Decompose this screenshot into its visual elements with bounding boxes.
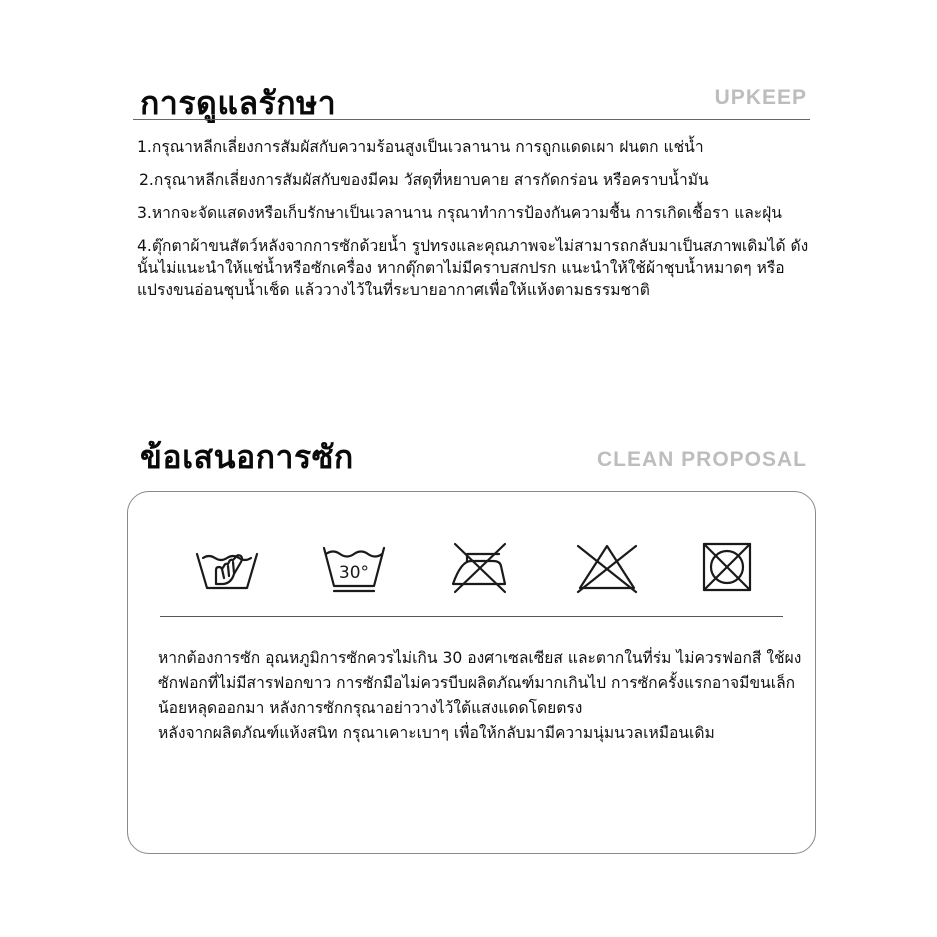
wash-temperature-label: 30° <box>338 563 369 583</box>
care-list <box>137 136 812 312</box>
hand-wash-icon <box>194 540 260 594</box>
do-not-tumble-dry-icon <box>700 540 754 594</box>
care-symbols-row <box>194 538 754 596</box>
do-not-bleach-icon <box>574 540 640 594</box>
washing-instructions <box>158 646 808 746</box>
washing-instruction-line: หากต้องการซัก อุณหภูมิการซักควรไม่เกิน 30 องศาเซลเซียส และตากในที่ร่ม ไม่ควรฟอกสี ใช้ผงซักฟอกที่ไม่มีสารฟอกขาว การซักมือไม่ควรบีบผลิตภัณฑ์มากเกินไป การซักครั้งแรกอาจมีขนเล็กน้อยหลุดออกมา หลังการซักกรุณาอย่าวางไว้ใต้แสงแดดโดยตรง <box>158 649 802 717</box>
washing-instruction-line: หลังจากผลิตภัณฑ์แห้งสนิท กรุณาเคาะเบาๆ เพื่อให้กลับมามีความนุ่มนวลเหมือนเดิม <box>158 724 715 742</box>
clean-proposal-subtitle: CLEAN PROPOSAL <box>596 448 807 471</box>
do-not-iron-icon <box>447 540 513 594</box>
care-item-4: 4.ตุ๊กตาผ้าขนสัตว์หลังจากการซักด้วยน้ำ รูปทรงและคุณภาพจะไม่สามารถกลับมาเป็นสภาพเดิมได้ ดังนั้นไม่แนะนำให้แช่น้ำหรือซักเครื่อง หากตุ๊กตาไม่มีคราบสกปรก แนะนำให้ใช้ผ้าชุบน้ำหมาดๆ หรือแปรงขนอ่อนชุบน้ำเช็ด แล้ววางไว้ในที่ระบายอากาศเพื่อให้แห้งตามธรรมชาติ <box>137 237 809 299</box>
care-item-1: 1.กรุณาหลีกเลี่ยงการสัมผัสกับความร้อนสูงเป็นเวลานาน การถูกแดดเผา ฝนตก แช่น้ำ <box>137 138 704 156</box>
upkeep-title: การดูแลรักษา <box>140 84 337 122</box>
card-divider <box>160 616 783 617</box>
upkeep-divider <box>133 119 810 120</box>
clean-proposal-title: ข้อเสนอการซัก <box>140 438 354 476</box>
care-item-3: 3.หากจะจัดแสดงหรือเก็บรักษาเป็นเวลานาน กรุณาทำการป้องกันความชื้น การเกิดเชื้อรา และฝุ่น <box>137 204 782 222</box>
care-item-2: 2.กรุณาหลีกเลี่ยงการสัมผัสกับของมีคม วัสดุที่หยาบคาย สารกัดกร่อน หรือคราบน้ำมัน <box>139 171 709 189</box>
wash-30-icon <box>321 540 387 594</box>
upkeep-subtitle: UPKEEP <box>714 86 807 109</box>
